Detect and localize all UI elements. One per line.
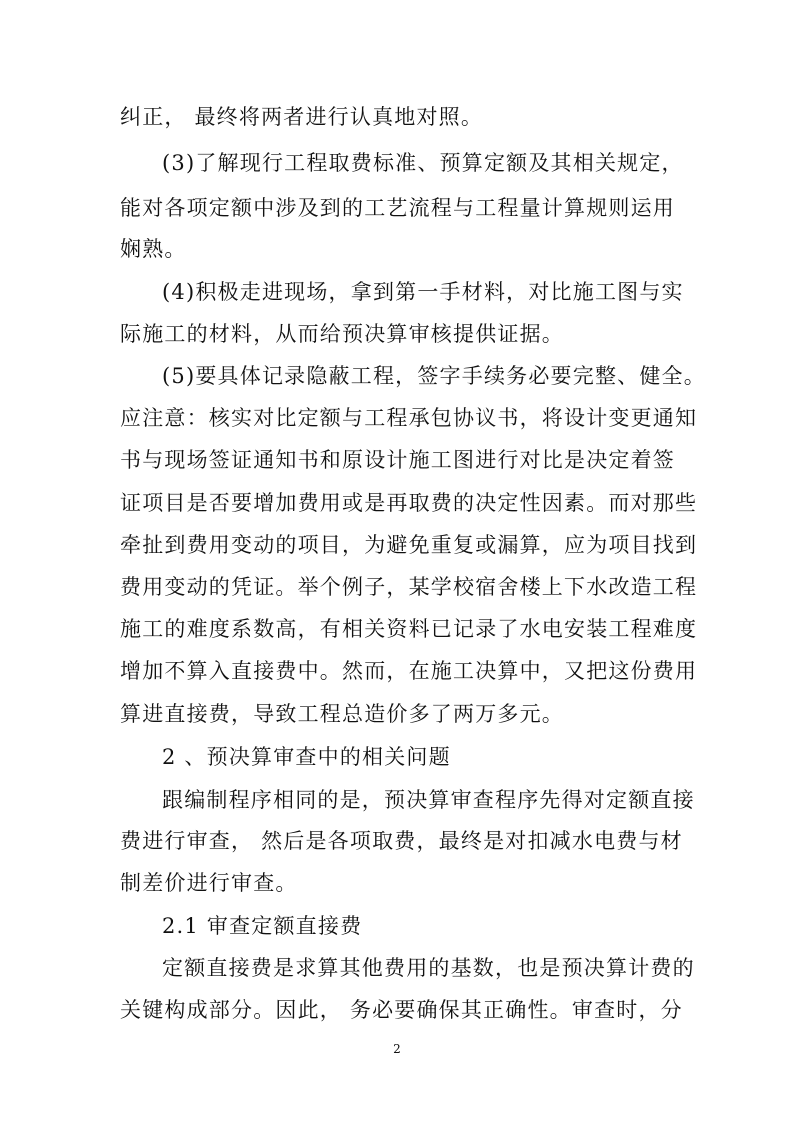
text-line: 证项目是否要增加费用或是再取费的决定性因素。而对那些	[120, 491, 698, 515]
section-heading: 2 、预决算审查中的相关问题	[162, 745, 451, 769]
text-line: 娴熟。	[120, 237, 187, 261]
text-line: (5)要具体记录隐蔽工程，签字手续务必要完整、健全。	[162, 364, 706, 388]
text-line: 算进直接费，导致工程总造价多了两万多元。	[120, 702, 564, 726]
text-line: 际施工的材料，从而给预决算审核提供证据。	[120, 322, 564, 346]
text-line: 能对各项定额中涉及到的工艺流程与工程量计算规则运用	[120, 196, 675, 220]
text-line: (4)积极走进现场，拿到第一手材料，对比施工图与实	[162, 280, 684, 304]
text-line: 牵扯到费用变动的项目，为避免重复或漏算，应为项目找到	[120, 533, 698, 557]
text-line: 定额直接费是求算其他费用的基数，也是预决算计费的	[162, 956, 695, 980]
text-line: 纠正， 最终将两者进行认真地对照。	[120, 105, 484, 129]
text-line: 费用变动的凭证。举个例子，某学校宿舍楼上下水改造工程	[120, 575, 698, 599]
text-line: 施工的难度系数高，有相关资料已记录了水电安装工程难度	[120, 617, 698, 641]
text-line: 跟编制程序相同的是，预决算审查程序先得对定额直接	[162, 788, 695, 812]
text-line: 增加不算入直接费中。然而，在施工决算中，又把这份费用	[120, 659, 698, 683]
text-line: 费进行审查， 然后是各项取费，最终是对扣减水电费与材	[120, 829, 683, 853]
text-line: 应注意：核实对比定额与工程承包协议书，将设计变更通知	[120, 406, 698, 430]
text-line: 书与现场签证通知书和原设计施工图进行对比是决定着签	[120, 448, 675, 472]
text-line: 制差价进行审查。	[120, 871, 298, 895]
subsection-heading: 2.1 审查定额直接费	[162, 914, 363, 938]
text-line: (3)了解现行工程取费标准、预算定额及其相关规定，	[162, 151, 684, 175]
text-line: 关键构成部分。因此， 务必要确保其正确性。审查时，分	[120, 998, 683, 1022]
page-number: 2	[393, 1042, 401, 1056]
